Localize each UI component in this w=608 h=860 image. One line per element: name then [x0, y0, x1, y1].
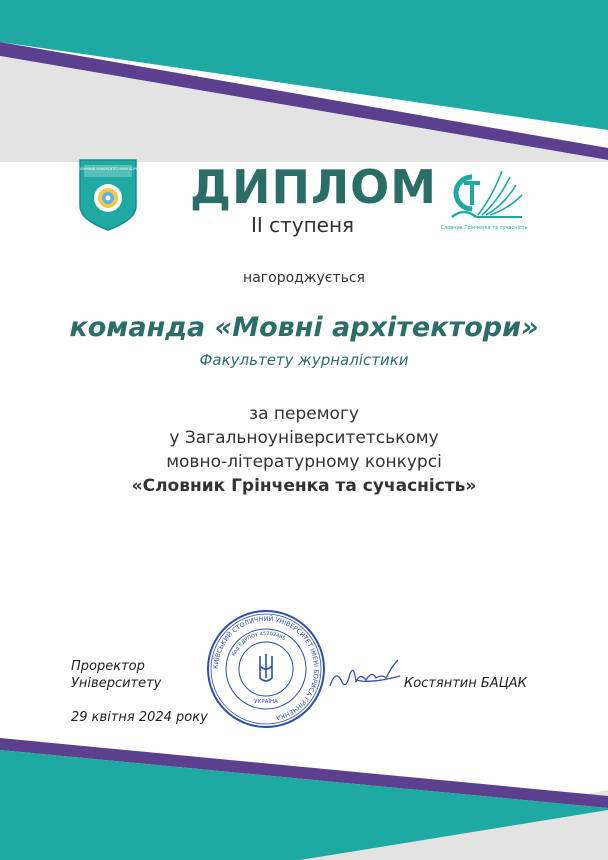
diploma-title: ДИПЛОМ — [190, 160, 438, 214]
svg-text:КИЇВСЬКИЙ СТОЛИЧНИЙ УНІВЕРСИТЕ: КИЇВСЬКИЙ СТОЛИЧНИЙ УНІВЕРСИТЕТ ІМЕНІ БОРИСА ГРІНЧЕНКА — [54, 167, 162, 171]
svg-text:КИЇВСЬКИЙ СТОЛИЧНИЙ УНІВЕРСИТЕ: КИЇВСЬКИЙ СТОЛИЧНИЙ УНІВЕРСИТЕТ ІМЕНІ БОРИСА ГРІНЧЕНКА — [211, 614, 321, 722]
university-logo — [54, 158, 162, 232]
signatory-position-line-2: Університету — [71, 676, 162, 691]
svg-text:Код ЄДРПОУ 45207465: Код ЄДРПОУ 45207465 — [230, 630, 287, 658]
contest-logo — [442, 163, 528, 235]
contest-name: «Словник Грінченка та сучасність» — [131, 476, 477, 496]
handwritten-signature — [326, 652, 406, 694]
diploma-degree: ІІ ступеня — [250, 213, 355, 237]
reason-line-2: у Загальноуніверситетському — [169, 428, 439, 448]
awarded-text: нагороджується — [243, 270, 365, 286]
official-stamp — [205, 608, 327, 730]
team-name: команда «Мовні архітектори» — [69, 312, 539, 343]
faculty-name: Факультету журналістики — [199, 351, 409, 369]
award-date: 29 квітня 2024 року — [71, 710, 208, 725]
svg-text:Словник Грінченка та сучасніст: Словник Грінченка та сучасність — [440, 225, 528, 231]
svg-text:УКРАЇНА: УКРАЇНА — [254, 699, 278, 705]
signatory-position-line-1: Проректор — [71, 659, 145, 674]
award-reason — [0, 402, 608, 498]
signatory-name: Костянтин БАЦАК — [404, 676, 527, 691]
reason-line-1: за перемогу — [249, 404, 359, 424]
reason-line-3: мовно-літературному конкурсі — [166, 452, 442, 472]
